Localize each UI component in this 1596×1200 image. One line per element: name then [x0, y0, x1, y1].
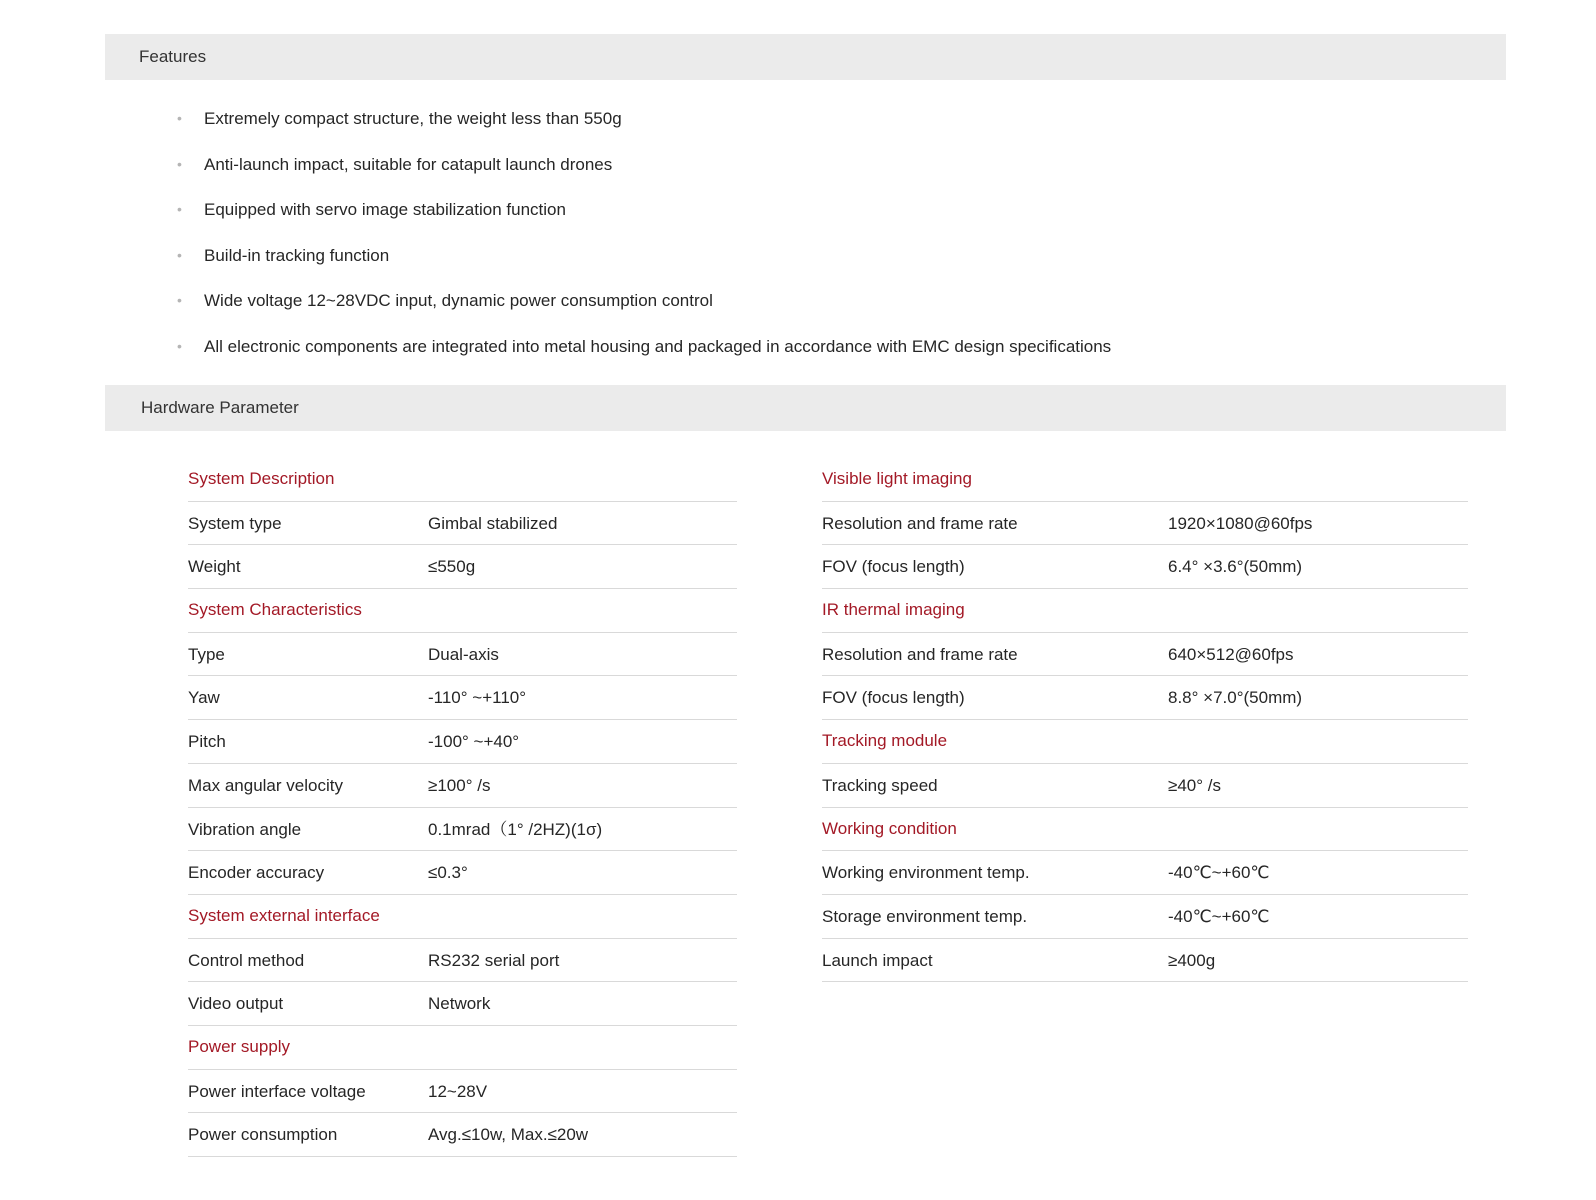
bullet-icon: •: [177, 292, 182, 309]
feature-list: [170, 96, 1370, 370]
param-value: Avg.≤10w, Max.≤20w: [428, 1125, 589, 1145]
param-row: [188, 633, 737, 677]
param-value: ≥40° /s: [1168, 775, 1221, 795]
feature-text: Build-in tracking function: [204, 245, 390, 265]
param-row: [188, 1070, 737, 1114]
feature-item: [170, 278, 1370, 324]
param-row: [188, 939, 737, 983]
feature-text: Equipped with servo image stabilization function: [204, 200, 566, 220]
param-key: Control method: [188, 950, 305, 970]
bullet-icon: •: [177, 110, 182, 126]
param-value: Gimbal stabilized: [428, 513, 558, 533]
param-value: ≤0.3°: [428, 863, 468, 883]
bullet-icon: •: [177, 201, 182, 218]
hardware-section-header: [105, 385, 1506, 431]
bullet-icon: •: [177, 246, 182, 263]
param-key: Yaw: [188, 688, 220, 708]
param-row: [822, 764, 1468, 808]
param-key: Launch impact: [822, 950, 933, 970]
feature-item: [170, 142, 1370, 188]
param-row: [822, 633, 1468, 677]
feature-text: Anti-launch impact, suitable for catapult launch drones: [204, 154, 613, 174]
category-row: IR thermal imaging: [822, 589, 1468, 633]
param-value: 12~28V: [428, 1081, 488, 1101]
param-value: Dual-axis: [428, 644, 499, 664]
param-key: Power interface voltage: [188, 1081, 366, 1101]
param-key: Tracking speed: [822, 775, 938, 795]
param-key: Power consumption: [188, 1125, 338, 1145]
param-value: -40℃~+60℃: [1168, 906, 1270, 926]
param-key: Storage environment temp.: [822, 906, 1028, 926]
param-row: [188, 808, 737, 852]
param-key: Type: [188, 644, 225, 664]
category-row: Working condition: [822, 808, 1468, 852]
features-section-header: [105, 34, 1506, 80]
category-row: System external interface: [188, 895, 737, 939]
hardware-title: Hardware Parameter: [141, 398, 299, 417]
param-value: 6.4° ×3.6°(50mm): [1168, 557, 1303, 577]
param-value: -40℃~+60℃: [1168, 863, 1270, 883]
feature-item: [170, 324, 1370, 370]
left-param-table: [188, 458, 737, 1157]
param-value: 1920×1080@60fps: [1168, 513, 1313, 533]
param-row: [188, 764, 737, 808]
param-value: 0.1mrad（1° /2HZ)(1σ): [428, 819, 603, 839]
category-row: System Description: [188, 458, 737, 502]
feature-item: [170, 96, 1370, 142]
feature-text: Wide voltage 12~28VDC input, dynamic power consumption control: [204, 291, 713, 311]
param-row: [188, 676, 737, 720]
param-key: Resolution and frame rate: [822, 513, 1018, 533]
param-key: Pitch: [188, 732, 226, 752]
feature-text: Extremely compact structure, the weight less than 550g: [204, 109, 622, 128]
param-value: Network: [428, 994, 491, 1014]
category-row: Power supply: [188, 1026, 737, 1070]
param-row: [188, 545, 737, 589]
category-row: System Characteristics: [188, 589, 737, 633]
param-value: 640×512@60fps: [1168, 644, 1294, 664]
param-value: RS232 serial port: [428, 950, 560, 970]
category-row: Visible light imaging: [822, 458, 1468, 502]
param-row: [188, 982, 737, 1026]
param-value: -100° ~+40°: [428, 732, 520, 752]
features-title: Features: [139, 47, 207, 66]
param-row: [822, 851, 1468, 895]
param-row: [188, 851, 737, 895]
param-key: Max angular velocity: [188, 775, 343, 795]
param-row: [188, 720, 737, 764]
param-row: [822, 502, 1468, 546]
param-key: FOV (focus length): [822, 688, 965, 708]
param-value: ≥100° /s: [428, 775, 491, 795]
param-key: Encoder accuracy: [188, 863, 325, 883]
feature-item: [170, 187, 1370, 233]
param-key: System type: [188, 513, 282, 533]
param-row: [822, 545, 1468, 589]
param-value: ≤550g: [428, 557, 476, 577]
param-key: Working environment temp.: [822, 863, 1030, 883]
param-row: [188, 502, 737, 546]
bullet-icon: •: [177, 155, 182, 172]
param-row: [822, 895, 1468, 939]
param-row: [822, 676, 1468, 720]
param-row: [822, 939, 1468, 983]
param-key: Weight: [188, 557, 241, 577]
right-param-table: [822, 458, 1468, 982]
feature-item: [170, 233, 1370, 279]
param-key: Video output: [188, 994, 284, 1014]
param-key: Resolution and frame rate: [822, 644, 1018, 664]
param-value: -110° ~+110°: [428, 688, 527, 708]
param-value: ≥400g: [1168, 950, 1216, 970]
param-key: Vibration angle: [188, 819, 302, 839]
param-row: [188, 1113, 737, 1157]
feature-text: All electronic components are integrated into metal housing and packaged in accordance with EMC design specifications: [204, 336, 1112, 356]
param-value: 8.8° ×7.0°(50mm): [1168, 688, 1303, 708]
param-key: FOV (focus length): [822, 557, 965, 577]
category-row: Tracking module: [822, 720, 1468, 764]
bullet-icon: •: [177, 337, 182, 354]
